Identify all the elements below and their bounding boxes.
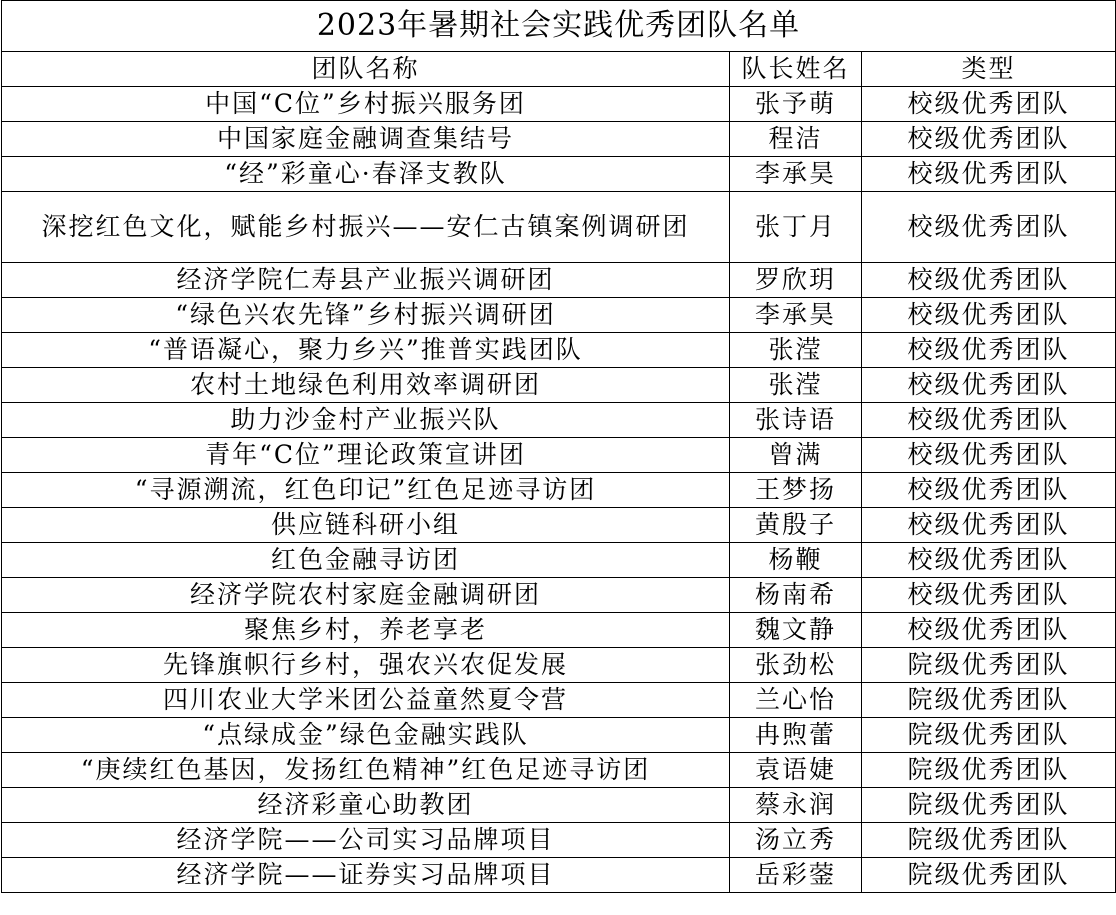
type-cell: 校级优秀团队 [862, 192, 1116, 263]
leader-name-cell: 岳彩蓥 [730, 858, 862, 893]
leader-name-cell: 李承昊 [730, 298, 862, 333]
team-name-cell: “庚续红色基因，发扬红色精神”红色足迹寻访团 [2, 753, 730, 788]
team-name-cell: 经济彩童心助教团 [2, 788, 730, 823]
team-name-cell: 供应链科研小组 [2, 508, 730, 543]
table-row [2, 403, 1116, 438]
type-cell: 院级优秀团队 [862, 718, 1116, 753]
leader-name-cell: 杨南希 [730, 578, 862, 613]
table-row [2, 473, 1116, 508]
leader-name-cell: 黄殷子 [730, 508, 862, 543]
table-row [2, 192, 1116, 263]
type-cell: 校级优秀团队 [862, 438, 1116, 473]
team-name-cell: “点绿成金”绿色金融实践队 [2, 718, 730, 753]
leader-name-cell: 杨鞭 [730, 543, 862, 578]
table-row [2, 788, 1116, 823]
table-row [2, 753, 1116, 788]
table-row [2, 368, 1116, 403]
type-cell: 院级优秀团队 [862, 753, 1116, 788]
table-row [2, 298, 1116, 333]
table-row [2, 543, 1116, 578]
team-name-cell: 经济学院仁寿县产业振兴调研团 [2, 263, 730, 298]
table-row [2, 683, 1116, 718]
type-cell: 校级优秀团队 [862, 508, 1116, 543]
leader-name-cell: 程洁 [730, 122, 862, 157]
type-cell: 院级优秀团队 [862, 648, 1116, 683]
type-cell: 校级优秀团队 [862, 368, 1116, 403]
table-row [2, 508, 1116, 543]
team-name-cell: 聚焦乡村，养老享老 [2, 613, 730, 648]
leader-name-cell: 蔡永润 [730, 788, 862, 823]
type-cell: 校级优秀团队 [862, 122, 1116, 157]
leader-name-cell: 冉煦蕾 [730, 718, 862, 753]
table-row [2, 823, 1116, 858]
table-row [2, 87, 1116, 122]
leader-name-cell: 曾满 [730, 438, 862, 473]
leader-name-cell: 张予萌 [730, 87, 862, 122]
type-cell: 校级优秀团队 [862, 157, 1116, 192]
leader-name-cell: 张滢 [730, 368, 862, 403]
team-name-cell: 四川农业大学米团公益童然夏令营 [2, 683, 730, 718]
table-row [2, 648, 1116, 683]
team-name-cell: 农村土地绿色利用效率调研团 [2, 368, 730, 403]
table-row [2, 858, 1116, 893]
table-row [2, 122, 1116, 157]
team-name-cell: 中国家庭金融调查集结号 [2, 122, 730, 157]
page-title: 2023年暑期社会实践优秀团队名单 [2, 1, 1116, 52]
type-cell: 校级优秀团队 [862, 473, 1116, 508]
table-row [2, 578, 1116, 613]
header-leader-name: 队长姓名 [730, 52, 862, 87]
leader-name-cell: 王梦扬 [730, 473, 862, 508]
leader-name-cell: 魏文静 [730, 613, 862, 648]
team-name-cell: 深挖红色文化，赋能乡村振兴——安仁古镇案例调研团 [2, 192, 730, 263]
leader-name-cell: 袁语婕 [730, 753, 862, 788]
team-name-cell: “经”彩童心·春泽支教队 [2, 157, 730, 192]
type-cell: 校级优秀团队 [862, 543, 1116, 578]
leader-name-cell: 汤立秀 [730, 823, 862, 858]
leader-name-cell: 张丁月 [730, 192, 862, 263]
table-row [2, 718, 1116, 753]
team-name-cell: “普语凝心，聚力乡兴”推普实践团队 [2, 333, 730, 368]
team-name-cell: “绿色兴农先锋”乡村振兴调研团 [2, 298, 730, 333]
type-cell: 校级优秀团队 [862, 263, 1116, 298]
team-name-cell: 中国“C位”乡村振兴服务团 [2, 87, 730, 122]
table-row [2, 613, 1116, 648]
leader-name-cell: 张诗语 [730, 403, 862, 438]
header-team-name: 团队名称 [2, 52, 730, 87]
team-name-cell: 助力沙金村产业振兴队 [2, 403, 730, 438]
leader-name-cell: 罗欣玥 [730, 263, 862, 298]
team-name-cell: 青年“C位”理论政策宣讲团 [2, 438, 730, 473]
type-cell: 院级优秀团队 [862, 858, 1116, 893]
leader-name-cell: 张滢 [730, 333, 862, 368]
leader-name-cell: 兰心怡 [730, 683, 862, 718]
team-name-cell: 经济学院——证券实习品牌项目 [2, 858, 730, 893]
leader-name-cell: 李承昊 [730, 157, 862, 192]
leader-name-cell: 张劲松 [730, 648, 862, 683]
team-list-table [1, 0, 1116, 893]
type-cell: 校级优秀团队 [862, 613, 1116, 648]
type-cell: 院级优秀团队 [862, 823, 1116, 858]
table-row [2, 333, 1116, 368]
table-row [2, 263, 1116, 298]
type-cell: 校级优秀团队 [862, 403, 1116, 438]
team-name-cell: 经济学院——公司实习品牌项目 [2, 823, 730, 858]
header-type: 类型 [862, 52, 1116, 87]
type-cell: 校级优秀团队 [862, 578, 1116, 613]
table-row [2, 438, 1116, 473]
title-row [2, 1, 1116, 52]
team-name-cell: 经济学院农村家庭金融调研团 [2, 578, 730, 613]
team-name-cell: “寻源溯流，红色印记”红色足迹寻访团 [2, 473, 730, 508]
type-cell: 院级优秀团队 [862, 683, 1116, 718]
type-cell: 院级优秀团队 [862, 788, 1116, 823]
team-name-cell: 红色金融寻访团 [2, 543, 730, 578]
header-row [2, 52, 1116, 87]
team-name-cell: 先锋旗帜行乡村，强农兴农促发展 [2, 648, 730, 683]
type-cell: 校级优秀团队 [862, 298, 1116, 333]
table-row [2, 157, 1116, 192]
type-cell: 校级优秀团队 [862, 333, 1116, 368]
type-cell: 校级优秀团队 [862, 87, 1116, 122]
